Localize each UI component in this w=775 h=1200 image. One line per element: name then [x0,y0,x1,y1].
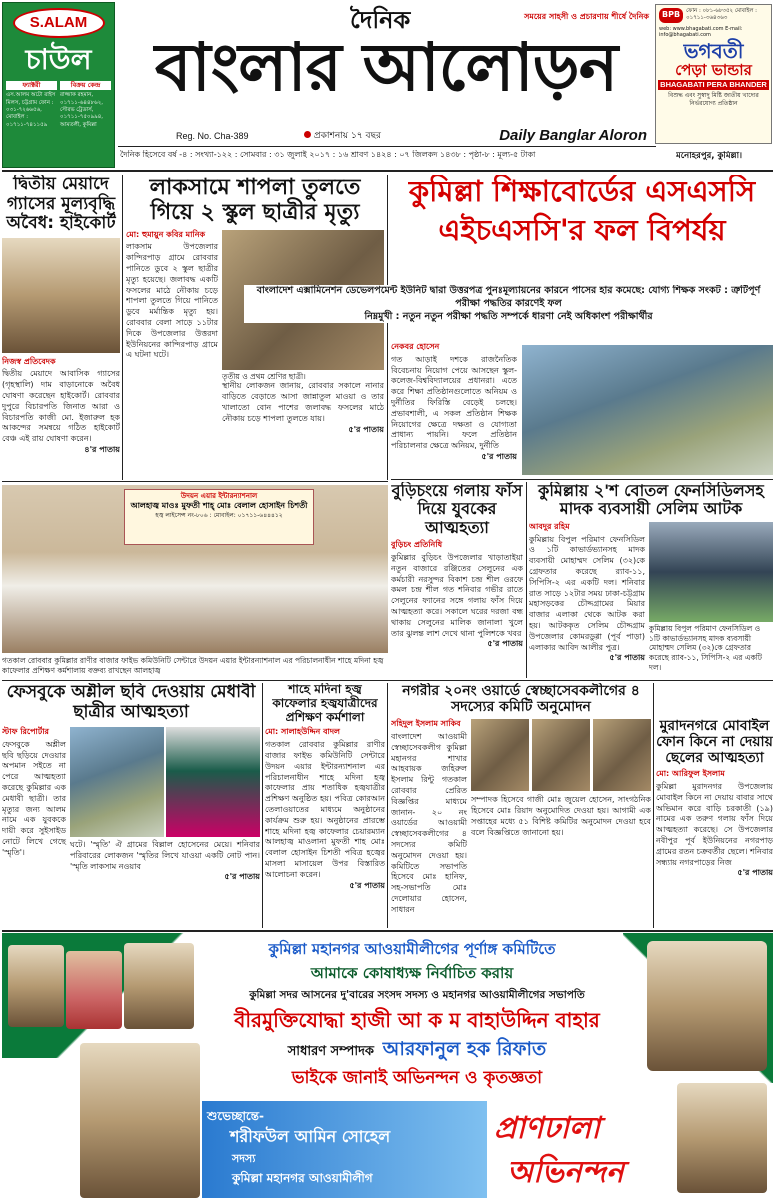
phensedyl-headline: কুমিল্লায় ২'শ বোতল ফেনসিডিলসহ মাদক ব্যবসায়ী সেলিম আটক [538,482,764,519]
laksam-headline: লাকসামে শাপলা তুলতে গিয়ে ২ স্কুল ছাত্রীর মৃত্যু [149,175,361,226]
masthead [118,2,653,152]
banner-line2: আলহাজ্ব মাওঃ মুফতী শাহ্ মোঃ বেলাল হোসাইন চিশতী [130,501,308,511]
facebook-byline: স্টাফ রিপোর্টার [2,727,49,737]
story-ward [391,683,651,928]
bpb-place: মনোহরপুর, কুমিল্লা। [676,151,743,161]
burichang-body: কুমিল্লার বুড়িচং উপজেলার খাড়াতাইয়া নতুন বাজারে রঞ্জিতের সেলুনের এক কর্মচারী নরসুন্দর বিকাশ চন্দ্র শীল ওরফে কমল চন্দ্র শীল গত শনিবার গভীর রাতে সেলুনের ফ্যানের সঙ্গে গলায় ফাঁস দিয়ে আত্মহত্যা করে। সকালে ঘরের দরজা বন্ধ থাকায় সেলুনের মালিক জানালা খুলে তার ঝুলন্ত লাশ দেখে থানা পুলিশকে খবর [391,552,523,638]
gas-byline: নিজস্ব প্রতিবেদক [2,356,56,366]
ad-congratulations [2,933,773,1198]
gas-photo [2,238,120,353]
lead-strap-1: বাংলাদেশ এক্সামিনেশন ডেভেলপমেন্ট ইউনিট দ্বারা উত্তরপত্র পুনঃমূল্যায়নের কারনে পাসের হার কমেছে: যোগ্য শিক্ষক সংকট : ত্রুটিপূর্ণ পরীক্ষা পদ্ধতির কারণেই ফল [256,285,761,309]
burichang-continued: ৫'র পাতায় [487,639,523,649]
ad-portrait-elder [677,1083,767,1193]
facebook-body: ফেসবুকে অশ্লীল ছবি ছড়িয়ে দেওয়ার অপমান সইতে না পেরে আত্মহত্যা করেছে কুমিল্লার এক মেধাবী ছাত্রী। তার মৃত্যুর জন্য আলম নামে এক যুবককে দায়ী করে সুইসাইড নোটে লিখে গেছে 'স্মৃতি'। [2,739,66,857]
ward-photo-1 [471,719,529,791]
muradnagar-byline: মো: আরিফুল ইসলাম [656,769,725,779]
masthead-tagline: সময়ের সাহসী ও প্রচারণায় শীর্ষে দৈনিক [524,12,649,21]
ad-portrait-leader-2 [66,951,122,1029]
lead-photo [522,345,773,475]
lead-headline-2: এইচএসসি'র ফল বিপর্যয় [438,213,726,248]
muradnagar-continued: ৫'র পাতায় [737,868,773,878]
reg-number: Reg. No. Cha-389 [176,131,249,141]
salam-col2-text: রাজ্জাক রহমান, ০১৭১১-৬৪৪৮৬২, সৌরভ ট্রেডার্স, ০১৭১১-৭৫০৯৯৪, আমতলী, কুমিল্লা [60,92,104,128]
ward-headline: নগরীর ২০নং ওয়ার্ডে স্বেচ্ছাসেবকলীগের ৪ সদস্যের কমিটি অনুমোদন [402,683,640,716]
masthead-pre: দৈনিক [350,6,411,34]
ad-line-3: কুমিল্লা সদর আসনের দু'বারের সংসদ সদস্য ও মহানগর আওয়ামীলীগের সভাপতি [249,989,585,1001]
ad-pranchala: প্রাণঢালা [494,1111,600,1146]
lead-strap-2: নিম্নমুখী : নতুন নতুন পরীক্ষা পদ্ধতি সম্পর্কে ধারণা নেই অধিকাংশ পরীক্ষার্থীর [364,310,653,322]
burichang-headline: বুড়িচংয়ে গলায় ফাঁস দিয়ে যুবকের আত্মহত্যা [391,482,523,537]
phensedyl-caption: কুমিল্লায় বিপুল পরিমাণ ফেনসিডিল ও ১টি কাভার্ডভ্যানসহ মাদক ব্যবসায়ী মোহাম্মদ সেলিম (৩২)কে গ্রেফতার করেছে র‌্যাব-১১, সিপিসি-২ এর একটি দল। [649,623,762,672]
story-phensedyl [529,482,773,678]
gas-continued: ৪'র পাতায় [84,445,120,455]
laksam-body2: স্থানীয় লোকজন জানায়, রোববার সকালে নানার বাড়িতে বেড়াতে আসা জান্নাতুল মাওয়া ও তার খালাতো বোন পাশের জলাবদ্ধ ফসলের মাঠে নৌকায় চড়ে শাপলা তুলতে যায়। [222,381,384,423]
ward-photo-2 [532,719,590,791]
banner-line1: উদয়ন এয়ার ইন্টারন্যাশনাল [180,492,258,500]
facebook-body2: ঘটে। 'স্মৃতি' ঐ গ্রামের বিল্লাল হোসেনের মেয়ে। শনিবার পরিবারের লোকজন 'স্মৃতির লিখে যাওয়া একটি নোট পান। 'স্মৃতি লাকসাম নওয়াব [70,840,260,871]
salam-product: চাউল [25,43,92,76]
laksam-continued: ৫'র পাতায় [348,424,384,434]
ad-name: শরীফউল আমিন সোহেল [230,1127,391,1146]
lead-body: গত আড়াই দশকে রাজনৈতিক বিবেচনায় নিয়োগ পেয়ে আসছেন স্কুল-কলেজ-বিশ্ববিদ্যালয়ের প্রধানরা। এতে করে শিক্ষা প্রতিষ্ঠানগুলোতে অনিয়ম ও দুর্নীতির ফিরিস্তি বেড়েই চলছে। প্রভাবশালী, এ সকল প্রতিষ্ঠান শিক্ষক নিয়োগের ক্ষেত্রে দক্ষতা ও যোগ্যতা প্রাধান্য পায়নি। ফলে প্রতিষ্ঠান পরিচালনার ক্ষেত্রে অনিয়ম, দুর্নীতি [391,354,517,451]
hajj-continued: ৫'র পাতায় [349,880,385,890]
laksam-byline: মো: হুমায়ুন কবির মানিক [126,229,206,239]
bpb-name-en: BHAGABATI PERA BHANDER [658,80,769,90]
phensedyl-continued: ৫'র পাতায় [609,653,645,663]
laksam-caption: তৃতীয় ও প্রথম শ্রেণির ছাত্রী। [222,371,306,381]
ward-byline: সহিদুল ইসলাম সাকিব [391,719,461,729]
ad-role: সদস্য [232,1152,256,1165]
hajj-body: গতকাল রোববার কুমিল্লার রাণীর বাজার ফাইভ কমিউনিটি সেন্টারে উদয়ন এয়ার ইন্টারন্যাশনাল এর পরিচালনাধীন শাহে মদিনা হজ্ব কাফেলার প্রায় শতাধিক হজ্বযাত্রীর প্রশিক্ষণ অনুষ্ঠিত হয়। পবিত্র কোরআন তেলাওয়াতের মাধ্যমে অনুষ্ঠানের কার্যক্রম শুরু হয়। অনুষ্ঠানের প্রারম্ভে শাহে মদিনা হজ্ব কাফেলার চেয়ারম্যান আলহাজ্ব মাওলানা মুফতী শাহ মোঃ বেলাল হোসাইন চিশতী পবিত্র হজ্বের মাসলা মাসায়েল উপর বিস্তারিত আলোচনা করেন। [265,740,385,879]
facebook-photo-1 [70,727,164,837]
lead-headline-1: কুমিল্লা শিক্ষাবোর্ডের এসএসসি [408,175,756,208]
bpb-phone: ফোন : ০৮১-৬৮৩৫২ মোবাইল : ০১৭১১-৩৬৪৩৬৩ [686,8,757,22]
story-laksam [126,175,384,480]
lead-body-block [391,342,517,480]
lead-continued: ৫'র পাতায় [481,451,517,461]
hajj-headline: শাহে মদিনা হজ্ব কাফেলার হজ্বযাত্রীদের প্রশিক্ষণ কর্মশালা [272,683,378,724]
ad-portrait-sohel [80,1043,200,1198]
salam-brand: S.ALAM [29,13,88,31]
english-title: Daily Banglar Aloron [499,127,647,144]
bpb-web: web: www.bhagabati.com E-mail: info@bhagabati.com [659,25,743,38]
story-gas-price [2,175,120,480]
ad-org: কুমিল্লা মহানগর আওয়ামীলীগ [232,1171,373,1185]
ad-portrait-bahar [647,941,767,1071]
muradnagar-body: কুমিল্লা মুরাদনগর উপজেলায় মোবাইল কিনে না দেয়ায় বাবার সাথে অভিমান করে বাড়ি চরকাতী (১৯) নামের এক তরুণ গলায় ফাঁস দিয়ে আত্মহত্যা করেছে। সে উপজেলার নবীপুর পূর্ব ইউনিয়নের নগরপাড় গ্রামের রতন চক্রবর্তীর ছেলে। শনিবার সন্ধ্যায় নগরপাড়ের নিজ [656,782,773,867]
laksam-body: লাকসাম উপজেলার কান্দিরপাড় গ্রামে রোববার পানিতে ডুবে ২ স্কুল ছাত্রীর মৃত্যু হয়েছে। জলাবদ্ধ একটি ফসলের মাঠে নৌকায় চড়ে শাপলা তুলতে গিয়ে পানিতে ডুবে মর্মান্তিক মৃত্যু হয়। রোববার বেলা সাড়ে ১১টার দিকে উপজেলার উত্তরদা ইউনিয়নের কান্দিরপাড় গ্রামে এ ঘটনা ঘটে। [126,242,218,360]
facebook-photo-2 [166,727,260,837]
ad-line-4: বীরমুক্তিযোদ্ধা হাজী আ ক ম বাহাউদ্দিন বাহার [234,1008,600,1032]
bpb-badge: BPB [659,8,683,23]
ad-abhinandan: অভিনন্দন [507,1155,624,1190]
story-burichang [391,482,523,678]
ad-line-1: কুমিল্লা মহানগর আওয়ামীলীগের পূর্ণাঙ্গ কমিটিতে [268,940,556,958]
masthead-title: বাংলার আলোড়ন [154,29,618,106]
salam-logo [13,8,105,38]
hajj-photo-caption: গতকাল রোববার কুমিল্লার রাণীর বাজার ফাইভ কমিউনিটি সেন্টারে উদয়ন এয়ার ইন্টারন্যাশনাল এর পরিচালনাধীন শাহে মদিনা হজ্ব কাফেলার প্রশিক্ষণ কর্মশালায় বক্তব্য রাখছেন আলহাজ্ব [2,656,384,675]
story-hajj [265,683,385,928]
ad-line-5a: সাধারণ সম্পাদক [287,1044,375,1059]
dateline: দৈনিক হিসেবে বর্ষ -৪ : সংখ্যা-১২২ : সোমবার : ৩১ জুলাই ২০১৭ : ১৬ শ্রাবণ ১৪২৪ : ০৭ জিলকদ ১৪৩৮ : পৃষ্ঠা-৮ : মূল্য-৫ টাকা [120,150,536,159]
ward-photo-3 [593,719,651,791]
phensedyl-byline: আবদুর রহিম [529,521,570,531]
salam-col2-head: বিক্রয় কেন্দ্র [60,81,111,90]
story-muradnagar [656,718,773,928]
ad-line-5b: আরফানুল হক রিফাত [382,1038,547,1060]
ward-body2: সম্পাদক হিসেবে গাজী মোঃ জুয়েল হোসেন, সাংগঠনিক হিসেবে মোঃ রিয়াদ অনুমোদিত দেওয়া হয়। আগামী এক সপ্তাহের মধ্যে ৫১ বিশিষ্ট কমিটির অনুমোদন দেওয়া হবে বলে বিজ্ঞপ্তিতে জানানো হয়। [471,795,651,837]
ward-body: বাংলাদেশ আওয়ামী স্বেচ্ছাসেবকলীগ কুমিল্লা মহানগর শাখার আহবায়ক জহিরুল ইসলাম রিন্টু গতকাল রোববার প্রেরিত বিজ্ঞপ্তির মাধ্যমে জানান- ২০ নং ওয়ার্ডের আওয়ামী স্বেচ্ছাসেবকলীগের ৪ সদস্যের কমিটি অনুমোদন দেওয়া হয়। কমিটিতে সভাপতি হিসেবে মোঃ হানিফ, সহ-সভাপতি মোঃ দেলোয়ার হোসেন, সাধারন [391,731,467,914]
bpb-desc: বিশুদ্ধ এবং সুস্বাদু মিষ্টি জাতীয় খাদ্যের নির্ভরযোগ্য প্রতিষ্ঠান [668,92,759,108]
salam-col1-head: ফ্যাক্টরী [6,81,57,90]
ad-bhagabati [655,4,772,144]
story-facebook [2,683,260,928]
event-banner [124,489,314,545]
lead-strap [244,285,773,323]
banner-line3: হজ্ব লাইসেন্স নং-৮০৬ : মোবাইল: ০১৭১১-৬৪৪৪১২ [155,511,283,519]
bpb-sub-bn: পেড়া ভান্ডার [675,60,752,79]
gas-headline: দ্বিতীয় মেয়াদে গ্যাসের মূল্যবৃদ্ধি অবৈধ: হাইকোর্ট [6,175,116,234]
ad-greet: শুভেচ্ছান্তে- [207,1109,265,1123]
muradnagar-headline: মুরাদনগরে মোবাইল ফোন কিনে না দেয়ায় ছেলের আত্মহত্যা [656,718,773,767]
bpb-name-bn: ভগবতী [683,38,744,63]
burichang-byline: বুড়িচং প্রতিনিধি [391,540,443,550]
facebook-headline: ফেসবুকে অশ্লীল ছবি দেওয়ায় মেধাবী ছাত্রীর আত্মহত্যা [6,683,256,722]
ad-portrait-leader-3 [124,943,194,1029]
publication-year [304,130,381,142]
ad-salam-rice [2,2,115,168]
facebook-continued: ৫'র পাতায় [224,872,260,882]
ad-line-2: আমাকে কোষাধ্যক্ষ নির্বাচিত করায় [310,964,514,982]
lead-byline: নেকবর হোসেন [391,342,440,351]
hajj-byline: মো: সালাহউদ্দিন বাদল [265,727,341,737]
hajj-photo [2,485,388,653]
red-dot-icon [304,131,311,138]
gas-body: দ্বিতীয় মেয়াদে আবাসিক গ্যাসের (গৃহস্থালি) দাম বাড়ানোকে অবৈধ ঘোষণা করেছেন হাইকোর্ট। রোববার দুপুরে বিচারপতি জিনাত আরা ও বিচারপতি কাজী মো. ইজারুল হক আকন্দের সমন্বয়ে গঠিত হাইকোর্ট বেঞ্চ এই রায় ঘোষণা করেন। [2,369,120,444]
year-text: প্রকাশনায় ১৭ বছর [313,131,381,141]
phensedyl-photo [649,522,773,622]
ad-line-6: ভাইকে জানাই অভিনন্দন ও কৃতজ্ঞতা [291,1068,543,1088]
phensedyl-body: কুমিল্লায় বিপুল পরিমাণ ফেনসিডিল ও ১টি কাভার্ডভ্যানসহ মাদক ব্যবসায়ী মোহাম্মদ সেলিম (৩২)কে গ্রেফতার করেছে র‌্যাব-১১, সিপিসি-২ এর একটি দল। শনিবার রাত সাড়ে ১২টার সময় ঢাকা-চট্টগ্রাম মহাসড়কের চৌদ্দগ্রামের মিয়ার বাজার এলাকা থেকে আটক করা হয়। আটককৃত সেলিম চৌদ্দগ্রাম উপজেলার কোমরডুগ্গা (পূর্ব পাড়া) এলাকার আবিদ আলীর পুত্র। [529,534,645,652]
salam-col1-text: এস.আলম অটো রাইস মিলস, চট্টগ্রাম ফোন : ০৩১-৭২৬৬৫৬, মোবাইল : ০১৭১১-৭৪১১৫৯ [6,92,56,128]
ad-portrait-leader-1 [8,945,64,1027]
